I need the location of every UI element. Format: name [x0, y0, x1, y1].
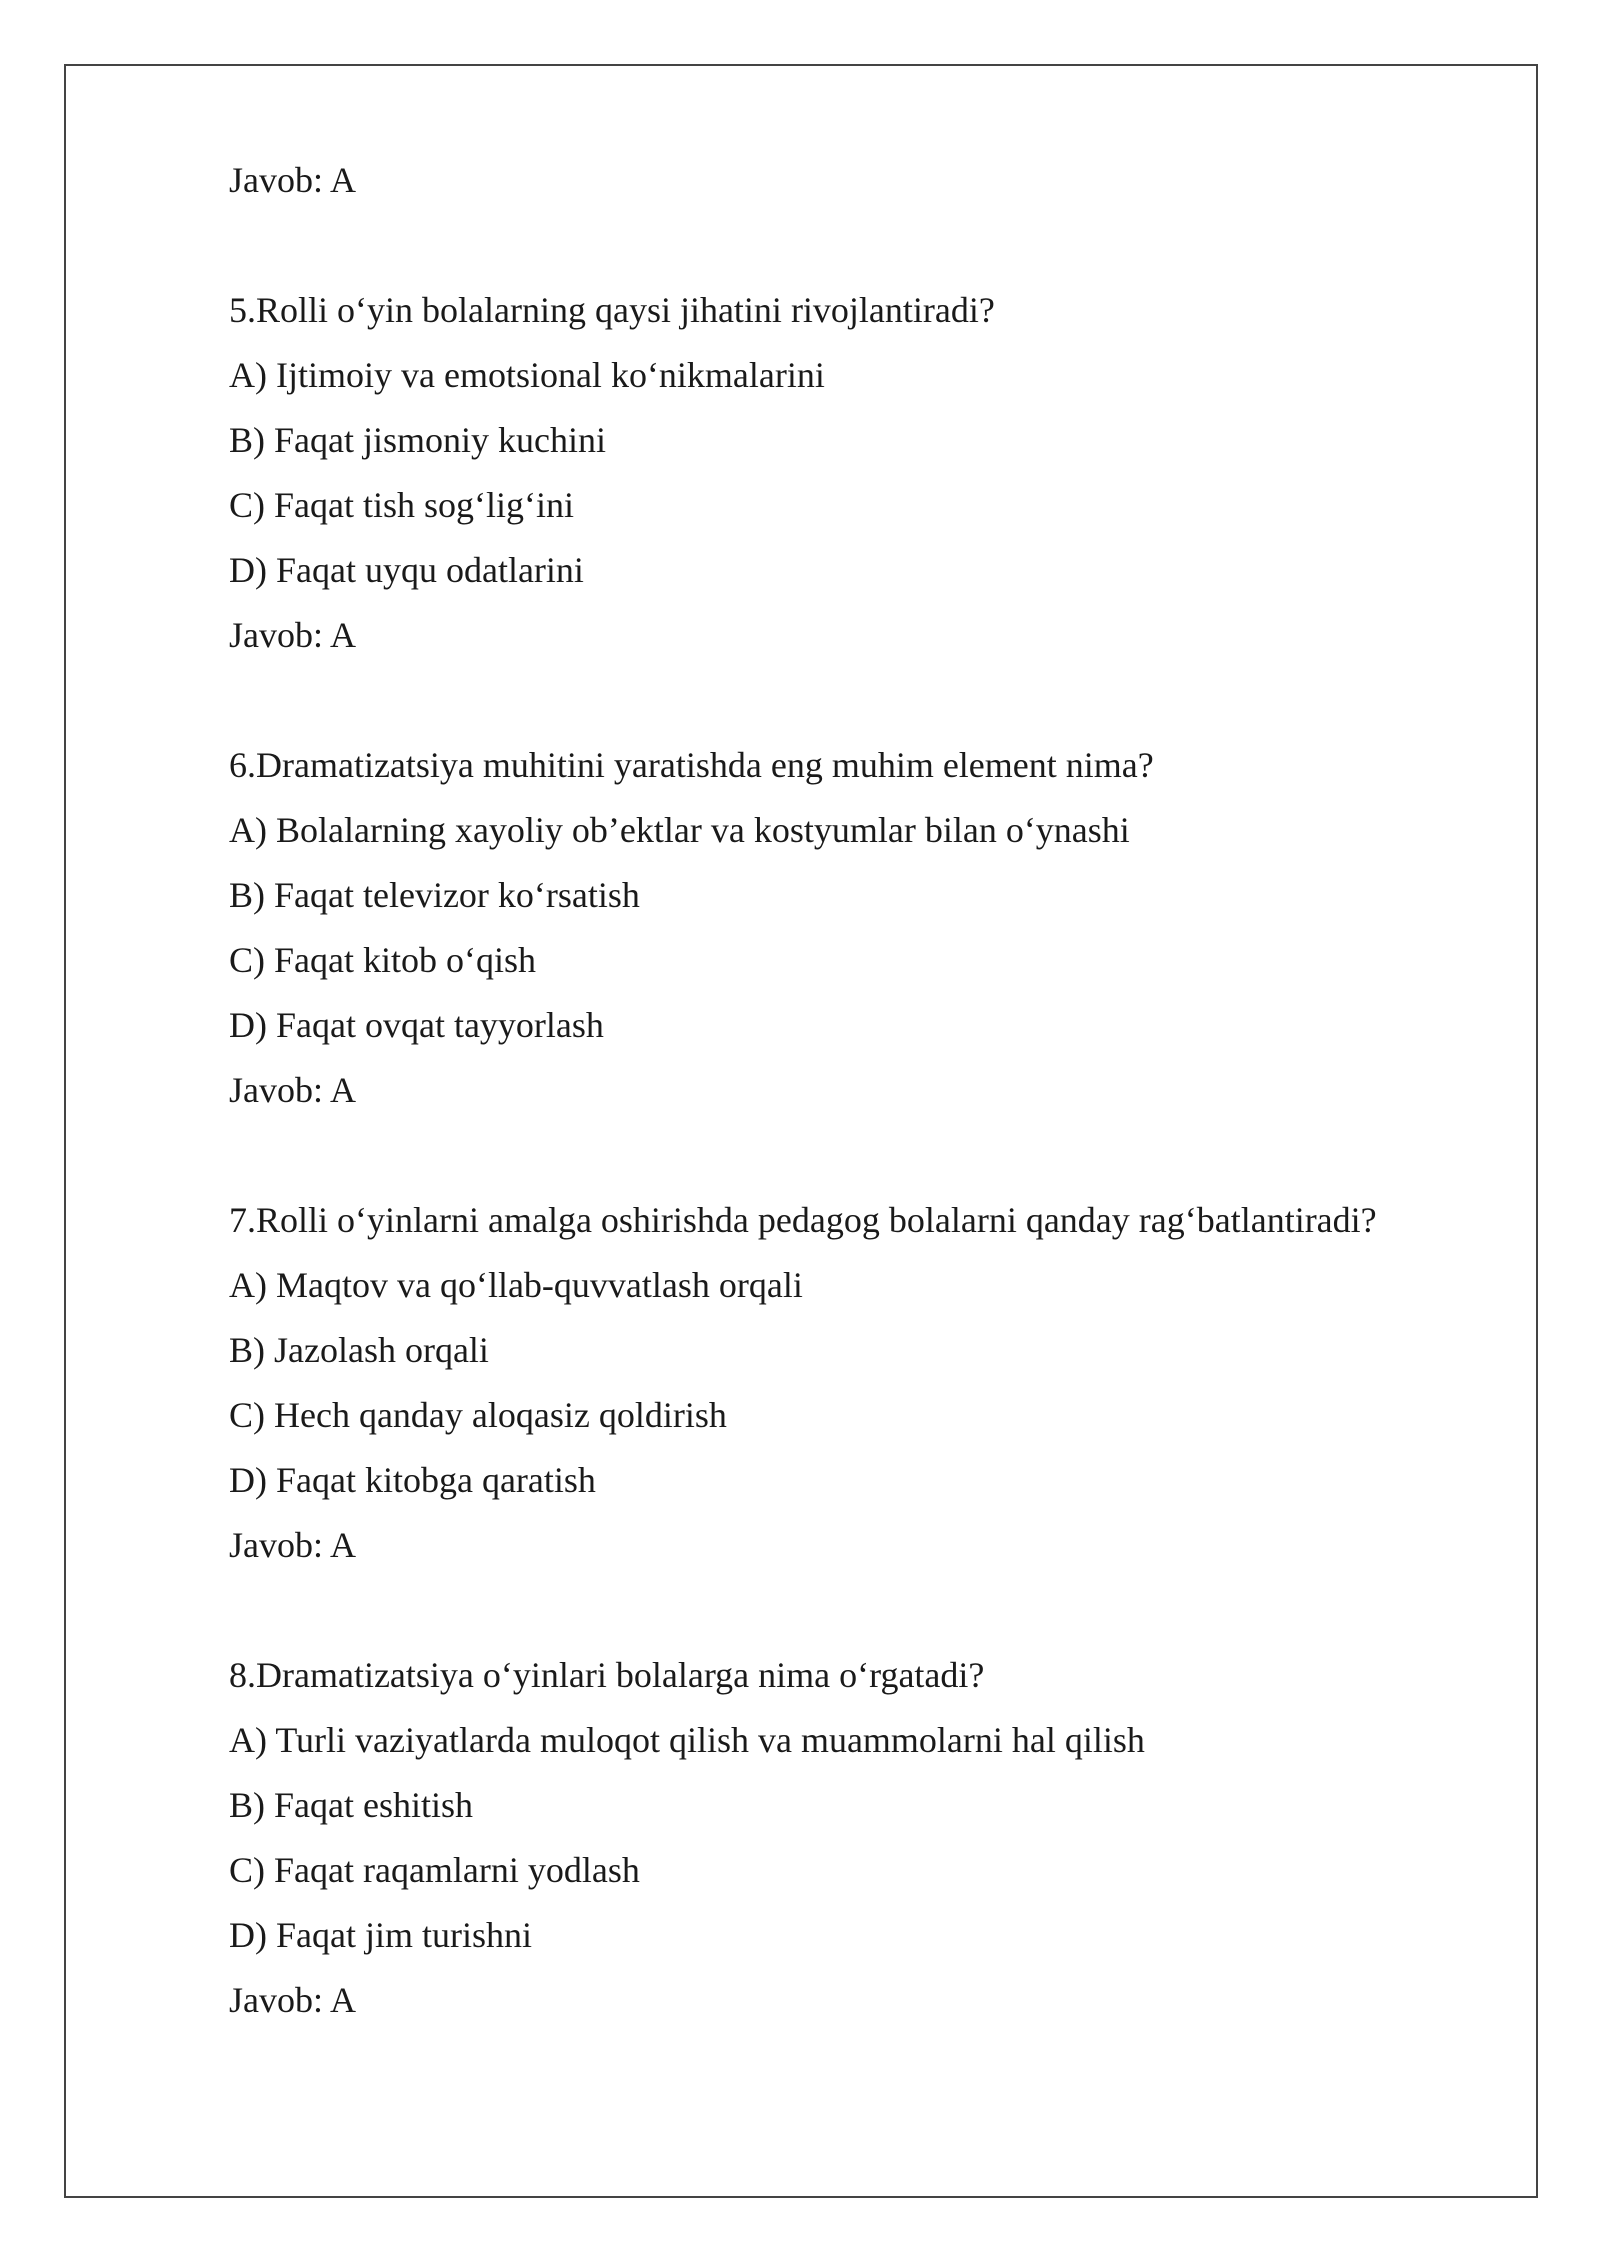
answer-line: Javob: A	[229, 1070, 357, 1110]
option-c: C) Faqat kitob o‘qish	[229, 940, 536, 980]
question-text: 6.Dramatizatsiya muhitini yaratishda eng muhim element nima?	[229, 745, 1154, 785]
option-c: C) Faqat tish sog‘lig‘ini	[229, 485, 574, 525]
question-text: 8.Dramatizatsiya o‘yinlari bolalarga nima o‘rgatadi?	[229, 1655, 985, 1695]
option-a: A) Maqtov va qo‘llab-quvvatlash orqali	[229, 1265, 803, 1305]
option-b: B) Faqat jismoniy kuchini	[229, 420, 606, 460]
document-content	[229, 148, 1509, 2033]
option-d: D) Faqat kitobga qaratish	[229, 1460, 596, 1500]
option-b: B) Jazolash orqali	[229, 1330, 489, 1370]
option-b: B) Faqat eshitish	[229, 1785, 473, 1825]
option-a: A) Bolalarning xayoliy ob’ektlar va kostyumlar bilan o‘ynashi	[229, 810, 1130, 850]
question-block-8	[229, 1643, 1509, 2033]
option-c: C) Hech qanday aloqasiz qoldirish	[229, 1395, 727, 1435]
question-text: 5.Rolli o‘yin bolalarning qaysi jihatini rivojlantiradi?	[229, 290, 995, 330]
answer-line: Javob: A	[229, 1525, 357, 1565]
option-d: D) Faqat ovqat tayyorlash	[229, 1005, 604, 1045]
question-block-7	[229, 1188, 1509, 1578]
option-d: D) Faqat jim turishni	[229, 1915, 532, 1955]
question-text: 7.Rolli o‘yinlarni amalga oshirishda pedagog bolalarni qanday rag‘batlantiradi?	[229, 1200, 1377, 1240]
option-b: B) Faqat televizor ko‘rsatish	[229, 875, 640, 915]
answer-line: Javob: A	[229, 615, 357, 655]
answer-line: Javob: A	[229, 160, 357, 200]
question-block-6	[229, 733, 1509, 1123]
option-a: A) Ijtimoiy va emotsional ko‘nikmalarini	[229, 355, 825, 395]
question-block-5	[229, 278, 1509, 668]
option-a: A) Turli vaziyatlarda muloqot qilish va muammolarni hal qilish	[229, 1720, 1145, 1760]
option-d: D) Faqat uyqu odatlarini	[229, 550, 584, 590]
answer-line: Javob: A	[229, 1980, 357, 2020]
option-c: C) Faqat raqamlarni yodlash	[229, 1850, 640, 1890]
